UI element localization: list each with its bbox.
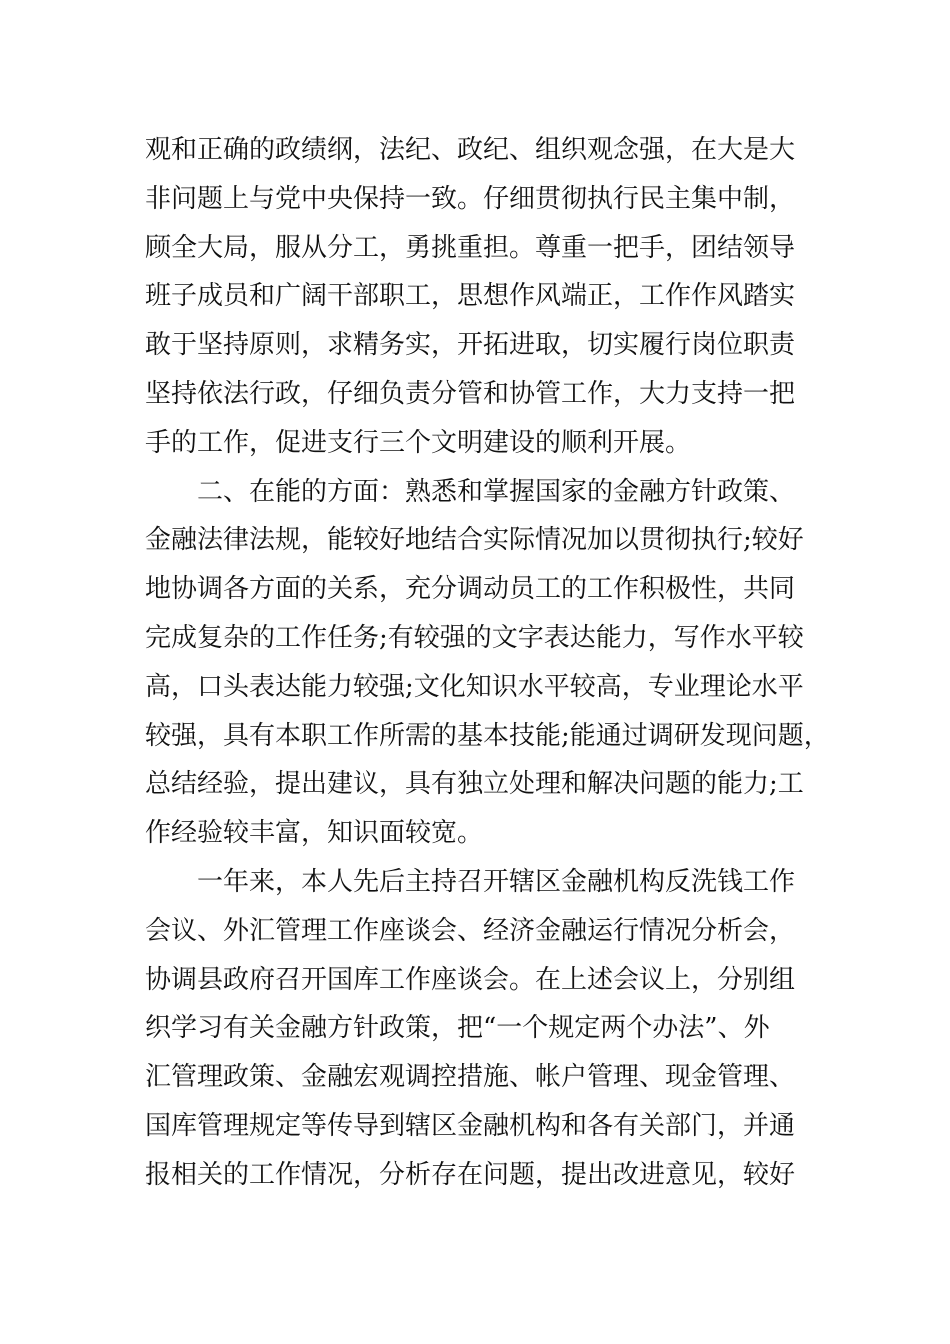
text-line: 总结经验，提出建议，具有独立处理和解决问题的能力;工 <box>145 769 804 800</box>
text-line: 会议、外汇管理工作座谈会、经济金融运行情况分析会， <box>145 915 796 946</box>
text-line: 金融法律法规，能较好地结合实际情况加以贯彻执行;较好 <box>145 525 804 556</box>
text-line: 协调县政府召开国库工作座谈会。在上述会议上，分别组 <box>145 964 796 995</box>
paragraph-start-line: 二、在能的方面：熟悉和掌握国家的金融方针政策、 <box>197 476 796 507</box>
text-line: 手的工作，促进支行三个文明建设的顺利开展。 <box>145 427 692 458</box>
body-text <box>145 126 830 1200</box>
text-line: 顾全大局，服从分工，勇挑重担。尊重一把手，团结领导 <box>145 232 796 263</box>
text-line: 班子成员和广阔干部职工，思想作风端正，工作作风踏实 <box>145 281 796 312</box>
text-line: 非问题上与党中央保持一致。仔细贯彻执行民主集中制， <box>145 183 796 214</box>
paragraph-start-line: 一年来，本人先后主持召开辖区金融机构反洗钱工作 <box>197 866 796 897</box>
text-line: 地协调各方面的关系，充分调动员工的工作积极性，共同 <box>145 574 796 605</box>
text-line: 织学习有关金融方针政策，把“一个规定两个办法”、外 <box>145 1013 770 1044</box>
text-line: 完成复杂的工作任务;有较强的文字表达能力，写作水平较 <box>145 622 804 653</box>
text-line: 观和正确的政绩纲，法纪、政纪、组织观念强，在大是大 <box>145 135 796 165</box>
text-line: 高，口头表达能力较强;文化知识水平较高，专业理论水平 <box>145 671 804 702</box>
text-line: 坚持依法行政，仔细负责分管和协管工作，大力支持一把 <box>145 378 796 409</box>
text-line: 汇管理政策、金融宏观调控措施、帐户管理、现金管理、 <box>145 1062 796 1093</box>
text-line: 报相关的工作情况，分析存在问题，提出改进意见，较好 <box>145 1159 796 1190</box>
text-line: 较强，具有本职工作所需的基本技能;能通过调研发现问题， <box>145 720 830 751</box>
text-line: 作经验较丰富，知识面较宽。 <box>145 818 484 849</box>
text-line: 敢于坚持原则，求精务实，开拓进取，切实履行岗位职责 <box>145 330 796 361</box>
text-line: 国库管理规定等传导到辖区金融机构和各有关部门，并通 <box>145 1110 796 1141</box>
